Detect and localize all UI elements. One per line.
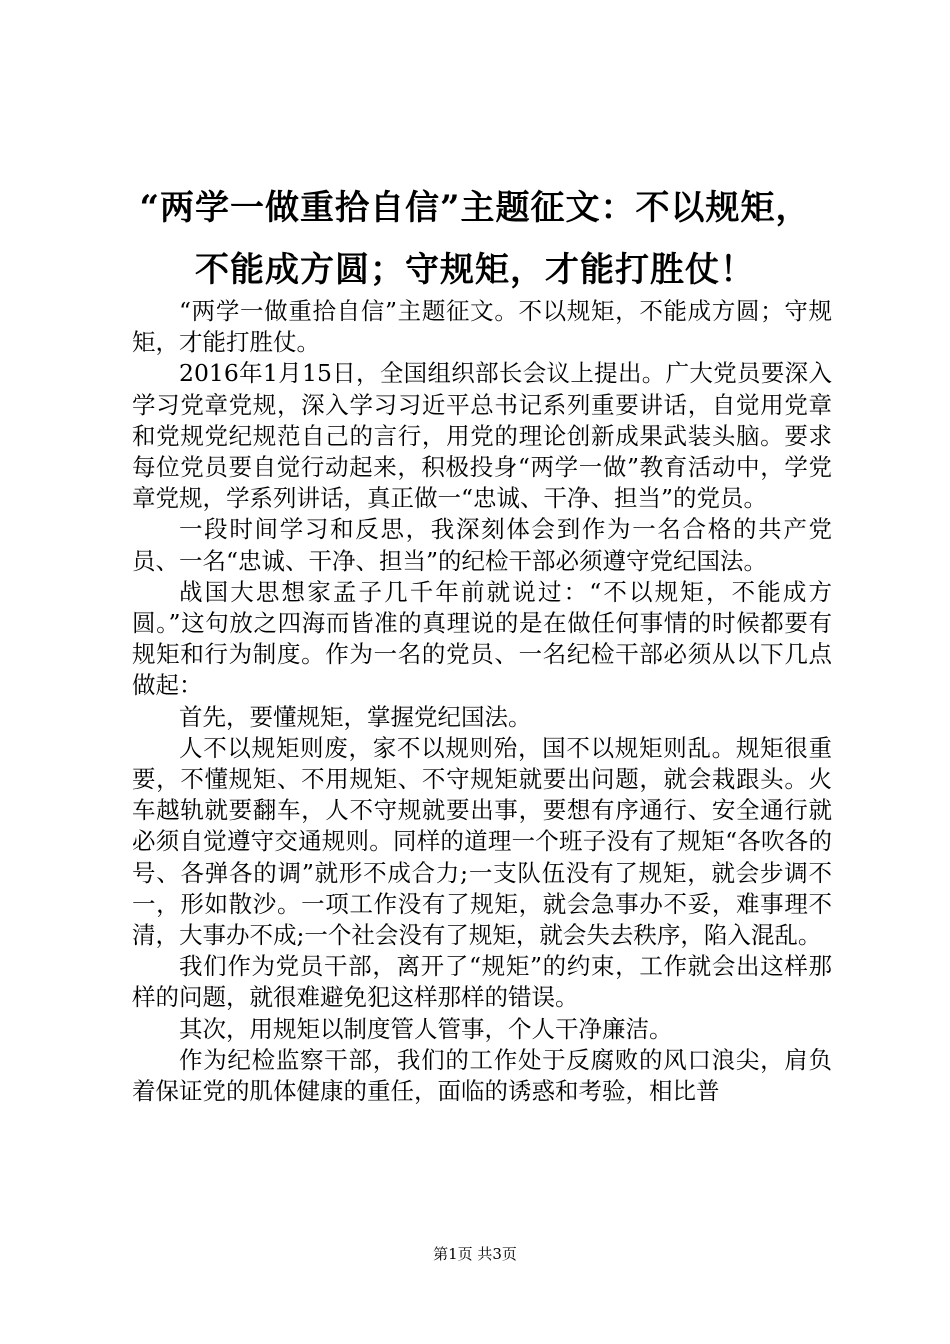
page-number-footer: 第1页 共3页 bbox=[433, 1245, 517, 1263]
paragraph: 我们作为党员干部，离开了“规矩”的约束，工作就会出这样那样的问题，就很难避免犯这样那样的错误。 bbox=[132, 952, 832, 1012]
paragraph: 战国大思想家孟子几千年前就说过：“不以规矩，不能成方圆。”这句放之四海而皆准的真理说的是在做任何事情的时候都要有规矩和行为制度。作为一名的党员、一名纪检干部必须从以下几点做起： bbox=[132, 577, 832, 700]
paragraph: 人不以规矩则废，家不以规则殆，国不以规矩则乱。规矩很重要，不懂规矩、不用规矩、不守规矩就要出问题，就会栽跟头。火车越轨就要翻车，人不守规就要出事，要想有序通行、安全通行就必须自觉遵守交通规则。同样的道理一个班子没有了规矩“各吹各的号、各弹各的调”就形不成合力;一支队伍没有了规矩，就会步调不一，形如散沙。一项工作没有了规矩，就会急事办不妥，难事理不清，大事办不成;一个社会没有了规矩，就会失去秩序，陷入混乱。 bbox=[132, 733, 832, 950]
paragraph: “两学一做重拾自信”主题征文。不以规矩，不能成方圆；守规矩，才能打胜仗。 bbox=[132, 297, 832, 357]
document-title-line-2: 不能成方圆；守规矩，才能打胜仗！ bbox=[195, 250, 755, 290]
paragraph: 作为纪检监察干部，我们的工作处于反腐败的风口浪尖，肩负着保证党的肌体健康的重任，面临的诱惑和考验，相比普 bbox=[132, 1045, 832, 1106]
document-title-line-1: “两学一做重拾自信”主题征文：不以规矩， bbox=[139, 188, 811, 228]
paragraph: 2016年1月15日，全国组织部长会议上提出。广大党员要深入学习党章党规，深入学习习近平总书记系列重要讲话，自觉用党章和党规党纪规范自己的言行，用党的理论创新成果武装头脑。要求每位党员要自觉行动起来，积极投身“两学一做”教育活动中，学党章党规，学系列讲话，真正做一“忠诚、干净、担当”的党员。 bbox=[132, 359, 832, 513]
paragraph: 首先，要懂规矩，掌握党纪国法。 bbox=[179, 702, 532, 731]
paragraph: 一段时间学习和反思，我深刻体会到作为一名合格的共产党员、一名“忠诚、干净、担当”的纪检干部必须遵守党纪国法。 bbox=[132, 515, 832, 575]
document-body bbox=[132, 296, 832, 1107]
paragraph: 其次，用规矩以制度管人管事，个人干净廉洁。 bbox=[179, 1014, 673, 1043]
